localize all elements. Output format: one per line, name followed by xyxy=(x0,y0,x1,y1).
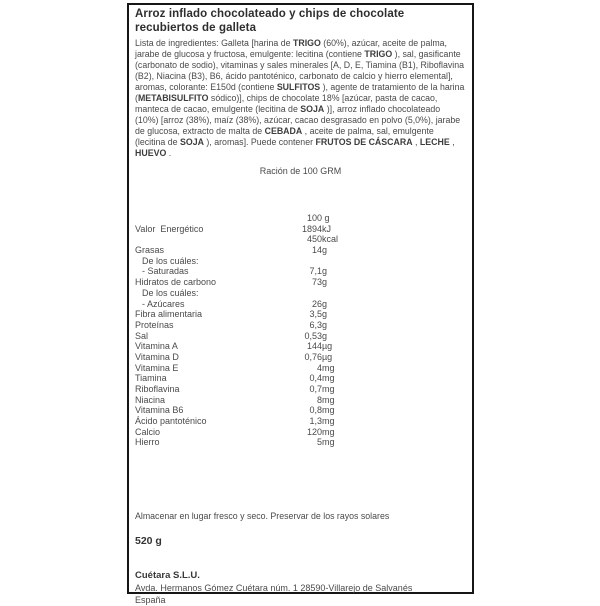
manufacturer-name: Cuétara S.L.U. xyxy=(135,570,200,582)
nutrient-label: Hidratos de carbono xyxy=(135,277,217,288)
nutrient-unit: g xyxy=(322,309,328,320)
table-row xyxy=(135,341,466,352)
nutrient-unit: mg xyxy=(322,405,335,416)
nutrient-value: 1894 xyxy=(301,223,322,234)
manufacturer-address: Avda. Hermanos Gómez Cuétara núm. 1 28590-Villarejo de Salvanés xyxy=(135,583,413,594)
nutrient-label: Tiamina xyxy=(135,373,167,384)
net-weight: 520 g xyxy=(135,535,162,548)
table-row xyxy=(135,299,466,310)
table-row xyxy=(135,245,466,256)
nutrient-label: De los cuáles: xyxy=(142,255,199,266)
nutrient-label: Vitamina D xyxy=(135,351,179,362)
nutrient-unit: mg xyxy=(322,373,335,384)
table-row xyxy=(135,331,466,342)
ingredient-segment: HUEVO xyxy=(135,148,167,158)
table-row xyxy=(135,266,466,277)
nutrient-label xyxy=(135,234,280,245)
nutrient-value: 14 xyxy=(311,245,322,256)
nutrient-label: Ácido pantoténico xyxy=(135,416,207,427)
nutrient-label: Sal xyxy=(135,330,149,341)
manufacturer-country: España xyxy=(135,595,166,606)
nutrient-value: 450 xyxy=(306,234,322,245)
nutrient-label: Riboflavina xyxy=(135,384,180,394)
ingredient-segment: TRIGO xyxy=(364,49,393,59)
nutrient-value: 73 xyxy=(311,277,322,288)
ingredient-segment: METABISULFITO xyxy=(137,93,209,103)
ingredient-segment: ), agente de tratamiento de la harina ( xyxy=(135,82,465,103)
nutrient-value: 120 xyxy=(306,426,322,437)
nutrient-unit: mg xyxy=(322,437,335,448)
ingredient-segment: TRIGO xyxy=(292,38,321,48)
nutrition-table xyxy=(135,213,466,448)
ingredient-segment: SOJA xyxy=(180,137,204,147)
nutrient-unit: mg xyxy=(322,416,335,427)
manufacturer-block xyxy=(135,570,466,606)
nutrient-value: 144 xyxy=(306,341,322,352)
nutrient-label: Vitamina E xyxy=(135,362,179,373)
ingredient-segment: CEBADA xyxy=(264,126,303,136)
table-row xyxy=(135,384,466,395)
nutrient-label: Hierro xyxy=(135,437,160,448)
nutrient-label: Valor Energético xyxy=(135,223,204,234)
table-row xyxy=(135,234,466,245)
product-title: Arroz inflado chocolateado y chips de chocolate recubiertos de galleta xyxy=(135,8,405,34)
nutrient-unit: g xyxy=(322,298,328,309)
table-row xyxy=(135,437,466,448)
product-label xyxy=(127,3,474,606)
nutrient-unit: g xyxy=(322,277,328,288)
ingredient-segment: SOJA xyxy=(300,104,325,114)
nutrient-value: 0,53 xyxy=(304,330,322,341)
nutrient-label: Vitamina B6 xyxy=(135,405,184,416)
ingredient-segment: )], arroz inflado chocolateado (10%) [arroz (38%), maíz (38%), azúcar, cacao desgrasado en polvo (5,0%), jarabe de glucosa, extracto de malta de xyxy=(135,104,461,136)
ingredient-segment: (60%), azúcar, aceite de palma, jarabe de glucosa y fructosa, emulgente: lecitina (contiene xyxy=(135,38,447,59)
nutrient-unit: µg xyxy=(322,351,333,362)
nutrient-unit: mg xyxy=(322,362,335,373)
nutrient-value: 26 xyxy=(311,298,322,309)
nutrient-label: - Saturadas xyxy=(142,266,189,277)
nutrient-label xyxy=(135,213,280,224)
table-row xyxy=(135,427,466,438)
table-row xyxy=(135,224,466,235)
nutrient-value: 7,1 xyxy=(309,266,322,277)
ingredient-segment: ), aromas]. Puede contener xyxy=(203,137,316,147)
ingredient-segment: , aceite de palma, sal, emulgente (lecitina de xyxy=(135,126,434,147)
nutrient-unit: µg xyxy=(322,341,333,352)
ingredient-segment: . xyxy=(166,148,172,158)
table-row xyxy=(135,277,466,288)
storage-instructions: Almacenar en lugar fresco y seco. Preservar de los rayos solares xyxy=(135,511,390,522)
nutrient-label: Calcio xyxy=(135,426,161,437)
ingredients-text xyxy=(135,38,466,159)
ingredient-segment: ), sal, gasificante (carbonato de sodio), vitaminas y sales minerales [A, D, E, Tiamina (B1), Riboflavina (B2), Niacina (B3), B6, ácido pantoténico, carbonato de calcio y hierro elemental], aromas, colorante: E150d (contiene xyxy=(135,49,465,92)
ingredient-segment: LECHE xyxy=(419,137,450,147)
table-row xyxy=(135,416,466,427)
table-row xyxy=(135,320,466,331)
table-row xyxy=(135,309,466,320)
nutrient-value: 0,76 xyxy=(304,351,322,362)
nutrient-value xyxy=(280,256,322,267)
nutrient-label: - Azúcares xyxy=(142,298,185,309)
nutrient-unit: kcal xyxy=(322,234,339,245)
ingredient-segment: , xyxy=(449,137,455,147)
ingredient-segment: sódico)], chips de chocolate 18% [azúcar, pasta de cacao, manteca de cacao, emulgente (lecitina de xyxy=(135,93,438,114)
nutrient-value: 8 xyxy=(316,394,322,405)
table-row xyxy=(135,373,466,384)
nutrient-unit: g xyxy=(322,266,328,277)
table-row xyxy=(135,405,466,416)
nutrient-value: 6,3 xyxy=(309,319,322,330)
nutrient-value: 0,7 xyxy=(309,384,322,394)
nutrient-unit: g xyxy=(322,330,328,341)
nutrient-unit: kJ xyxy=(322,223,331,234)
nutrient-label: Proteínas xyxy=(135,319,174,330)
ingredient-segment: Lista de ingredientes: Galleta [harina de xyxy=(135,38,293,48)
nutrient-unit: mg xyxy=(322,426,335,437)
nutrient-label: De los cuáles: xyxy=(142,287,199,298)
ingredient-segment: FRUTOS DE CÁSCARA xyxy=(315,137,413,147)
ingredient-segment: SULFITOS xyxy=(276,82,321,92)
nutrient-value: 4 xyxy=(316,362,322,373)
nutrient-value: 0,4 xyxy=(309,373,322,384)
nutrient-unit: mg xyxy=(322,384,335,394)
nutrient-unit: g xyxy=(322,245,328,256)
table-row xyxy=(135,395,466,406)
table-row xyxy=(135,256,466,267)
nutrient-unit: mg xyxy=(322,394,335,405)
ingredient-segment: , xyxy=(412,137,420,147)
table-row xyxy=(135,363,466,374)
nutrient-value: 0,8 xyxy=(309,405,322,416)
nutrient-label: Vitamina A xyxy=(135,341,178,352)
nutrient-value: 5 xyxy=(316,437,322,448)
nutrient-value: 3,5 xyxy=(309,309,322,320)
serving-size-line: Ración de 100 GRM xyxy=(259,166,342,176)
nutrient-label: Fibra alimentaria xyxy=(135,309,203,320)
nutrient-unit: g xyxy=(322,213,330,223)
nutrient-label: Grasas xyxy=(135,245,165,256)
table-row xyxy=(135,288,466,299)
table-row xyxy=(135,352,466,363)
table-row xyxy=(135,213,466,224)
nutrient-label: Niacina xyxy=(135,394,166,405)
nutrient-unit: g xyxy=(322,319,328,330)
nutrient-value: 1,3 xyxy=(309,416,322,427)
nutrient-value: 100 xyxy=(306,213,322,223)
nutrient-value xyxy=(280,288,322,299)
